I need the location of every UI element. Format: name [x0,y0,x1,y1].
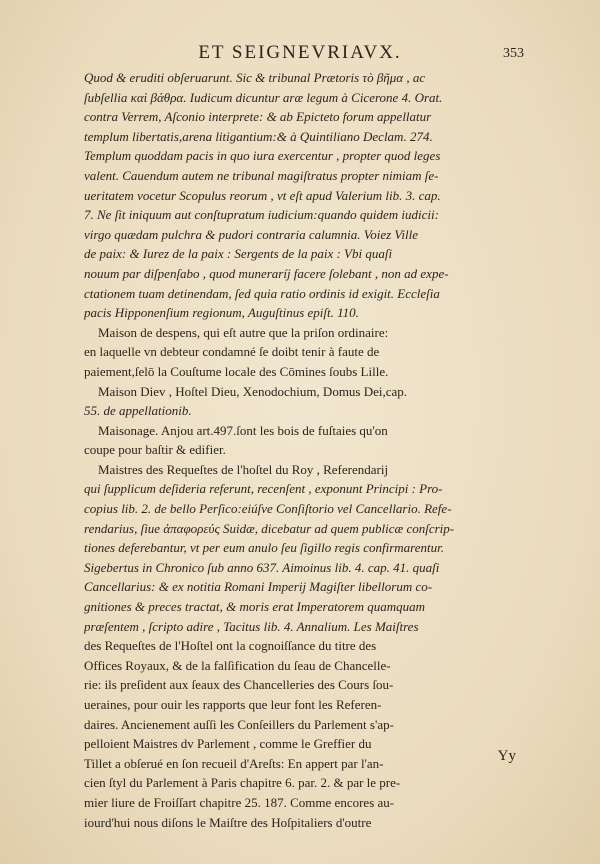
catchword: Yy [497,748,516,764]
text-line: Templum quoddam pacis in quo iura exercentur , propter quod leges [84,148,441,164]
text-line: 55. de appellationib. [84,403,192,419]
text-line: ctationem tuam detinendam, ſed quia ratio ordinis id exigit. Eccleſia [84,285,440,301]
text-line: Sigebertus in Chronico ſub anno 637. Aimoinus lib. 4. cap. 41. quaſi [84,559,440,575]
text-line: mier liure de Froiſſart chapitre 25. 187. Comme encores au- [84,794,395,810]
text-line: iourd'hui nous diſons le Maiſtre des Hoſpitaliers d'outre [84,814,372,830]
text-line: pelloient Maistres dv Parlement , comme le Greffier du [84,736,372,752]
page-number: 353 [503,46,524,61]
text-line: paiement,ſelō la Couſtume locale des Cōmines ſoubs Lille. [84,363,389,379]
text-line: ſubſellia καὶ βάθρα. Iudicum dicuntur aræ legum à Cicerone 4. Orat. [84,89,443,105]
text-line: de paix: & Iurez de la paix : Sergents de la paix : Vbi quaſi [84,246,393,262]
text-line: ueraines, pour ouir les rapports que leur font les Referen- [84,697,382,712]
text-line: qui ſupplicum deſideria referunt, recenſent , exponunt Principi : Pro- [84,481,443,497]
text-line: Maisonage. Anjou art.497.ſont les bois de fuſtaies qu'on [98,422,388,438]
text-line: coupe pour baſtir & edifier. [84,442,226,458]
text-line: cien ſtyl du Parlement à Paris chapitre 6. par. 2. & par le pre- [84,775,401,791]
text-line: pacis Hipponenſium regionum, Auguſtinus epiſt. 110. [84,305,359,321]
text-line: templum libertatis,arena litigantium:& à Quintiliano Declam. 274. [84,128,433,144]
text-line: contra Verrem, Aſconio interprete: & ab Epicteto forum appellatur [84,109,432,125]
text-line: daires. Ancienement auſſi les Conſeillers du Parlement s'ap- [84,716,394,732]
text-line: Cancellarius: & ex notitia Romani Imperij Magiſter libellorum co- [84,579,433,595]
text-line: rie: ils preſident aux ſeaux des Chancelleries des Cours ſou- [84,677,394,693]
text-line: Tillet a obſerué en ſon recueil d'Areſts: En appert par l'an- [84,755,384,771]
running-head: ET SEIGNEVRIAVX. [198,42,402,63]
text-line: virgo quædam pulchra & pudori contraria calumnia. Voiez Ville [84,226,419,242]
text-line: præſentem , ſcripto adire , Tacitus lib. 4. Annalium. Les Maiſtres [84,618,419,634]
text-line: 7. Ne ſit iniquum aut conſtupratum iudicium:quando quidem iudicii: [84,207,439,223]
text-line: Maison Diev , Hoſtel Dieu, Xenodochium, Domus Dei,cap. [98,383,408,399]
text-line: nouum par diſpenſabo , quod muneraríj facere ſolebant , non ad expe- [84,265,449,281]
body-text [84,68,526,832]
text-line: copius lib. 2. de bello Perſico:eiúſve Conſiſtorio vel Cancellario. Refe- [84,501,452,517]
text-line: Maistres des Requeſtes de l'hoſtel du Roy , Referendarij [98,461,389,477]
text-line: tiones deferebantur, vt per eum anulo ſeu ſigillo regis confirmarentur. [84,540,444,556]
text-line: gnitiones & preces tractat, & moris erat Imperatorem quamquam [84,599,425,615]
text-line: Maison de despens, qui eſt autre que la priſon ordinaire: [98,324,389,340]
text-line: Quod & eruditi obſeruarunt. Sic & tribunal Prætoris τὸ βῆμα , ac [84,70,426,85]
text-line: rendarius, ſiue ἀπαφορεύς Suidæ, dicebatur ad quem publicæ conſcrip- [84,520,455,536]
text-line: ueritatem vocetur Scopulus reorum , vt eſt apud Valerium lib. 3. cap. [84,187,441,203]
text-line: Offices Royaux, & de la falſification du ſeau de Chancelle- [84,657,391,673]
text-line: valent. Cauendum autem ne tribunal magiſtratus propter nimiam ſe- [84,167,439,183]
text-line: en laquelle vn debteur condamné ſe doibt tenir à faute de [84,344,380,360]
page-header [0,42,600,66]
text-line: des Requeſtes de l'Hoſtel ont la cognoiſſance du titre des [84,638,377,654]
